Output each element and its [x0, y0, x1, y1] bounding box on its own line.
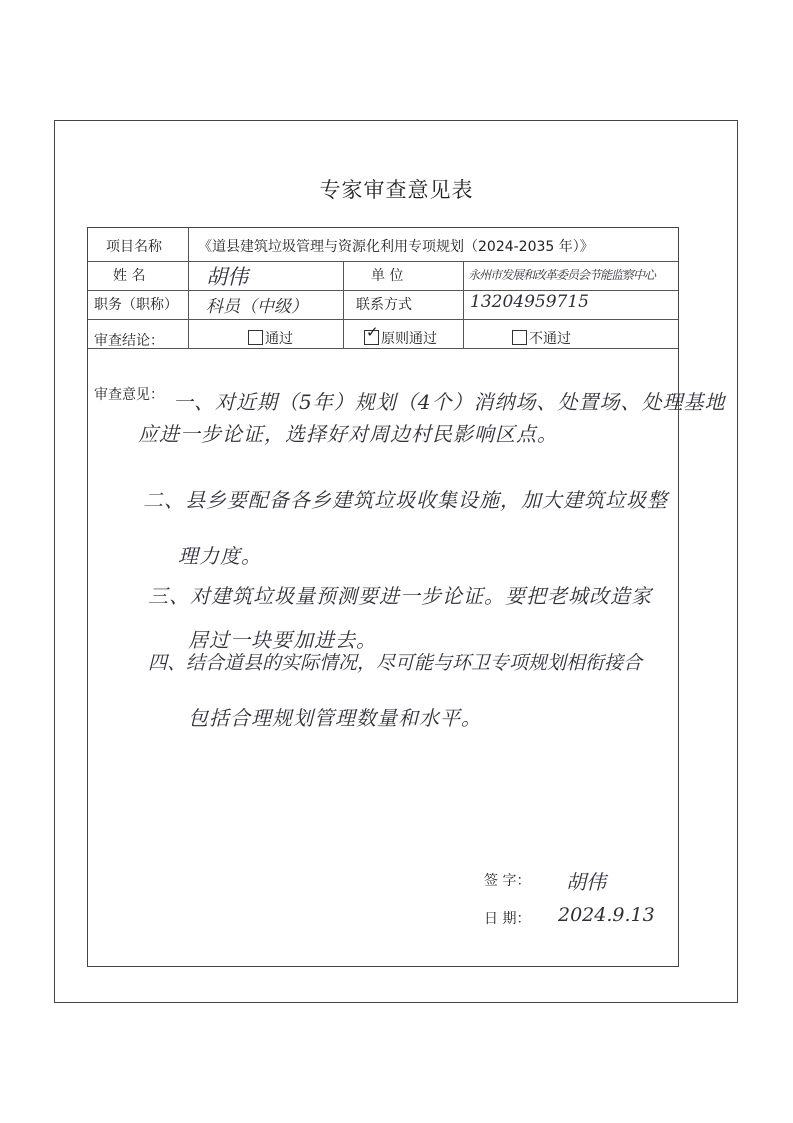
- row-divider: [88, 319, 678, 320]
- option-pass[interactable]: 通过: [248, 328, 293, 348]
- check-mark-icon: ✓: [366, 323, 379, 341]
- row-divider: [88, 261, 678, 262]
- date-label: 日 期：: [484, 911, 531, 927]
- opinion-line: 四、结合道县的实际情况，尽可能与环卫专项规划相衔接合: [148, 652, 643, 674]
- project-name-label: 项目名称: [106, 239, 162, 255]
- row-divider: [88, 348, 678, 349]
- opinion-line: 一、对近期（5年）规划（4个）消纳场、处置场、处理基地: [173, 390, 726, 414]
- position-label: 职务（职称）: [94, 297, 178, 313]
- page-title: 专家审查意见表: [319, 178, 474, 202]
- opinion-line: 居过一块要加进去。: [188, 628, 377, 652]
- opinion-line: 二、县乡要配备各乡建筑垃圾收集设施，加大建筑垃圾整: [143, 488, 668, 512]
- name-label: 姓 名: [113, 268, 146, 284]
- conclusion-label: 审查结论：: [94, 333, 164, 349]
- checkbox[interactable]: [512, 330, 527, 345]
- option-fail[interactable]: 不通过: [512, 328, 571, 348]
- opinion-label: 审查意见：: [94, 387, 164, 403]
- date-value: 2024.9.13: [558, 904, 655, 926]
- project-name-value: 《道县建筑垃圾管理与资源化利用专项规划（2024-2035 年）》: [198, 239, 594, 255]
- checkbox[interactable]: [248, 330, 263, 345]
- checkbox-checked[interactable]: [364, 323, 379, 345]
- column-divider: [463, 261, 464, 348]
- review-form-table: [87, 227, 726, 967]
- row-divider: [88, 290, 678, 291]
- signature-label: 签 字：: [484, 873, 531, 889]
- contact-value: 13204959715: [470, 292, 589, 312]
- column-divider: [188, 228, 189, 348]
- opinion-line: 三、对建筑垃圾量预测要进一步论证。要把老城改造家: [148, 584, 652, 608]
- unit-value: 永州市发展和改革委员会节能监察中心: [468, 268, 656, 282]
- contact-label: 联系方式: [356, 297, 412, 313]
- column-divider: [343, 261, 344, 348]
- position-value: 科员（中级）: [206, 297, 308, 317]
- opinion-line: 应进一步论证，选择好对周边村民影响区点。: [138, 422, 558, 446]
- opinion-line: 包括合理规划管理数量和水平。: [188, 706, 482, 730]
- signature-value: 胡伟: [566, 870, 606, 894]
- name-value: 胡伟: [206, 265, 248, 289]
- option-principle-pass[interactable]: ✓ 原则通过: [366, 323, 437, 347]
- opinion-line: 理力度。: [178, 544, 262, 568]
- unit-label: 单 位: [371, 268, 404, 284]
